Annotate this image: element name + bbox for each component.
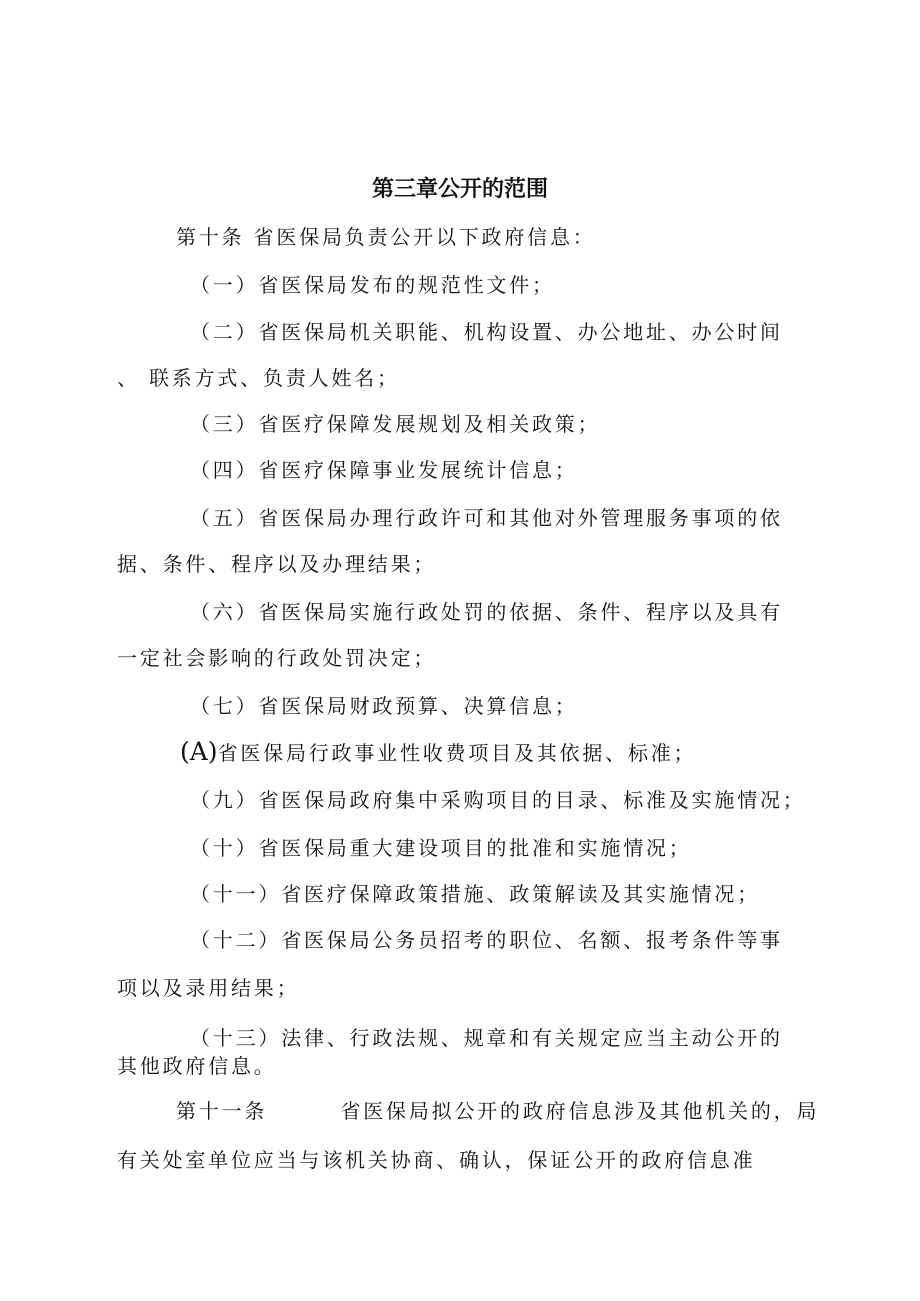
- list-item-continuation: 项以及录用结果；: [117, 976, 300, 1000]
- list-item-continuation: 、 联系方式、负责人姓名；: [117, 366, 400, 390]
- list-item: （一）省医保局发布的规范性文件；: [190, 273, 555, 297]
- list-item: （四）省医疗保障事业发展统计信息；: [190, 458, 578, 482]
- article-11-continuation: 有关处室单位应当与该机关协商、确认，保证公开的政府信息准: [117, 1148, 756, 1172]
- list-item: （十）省医保局重大建设项目的批准和实施情况；: [190, 836, 692, 860]
- article-11-text: 第十一条 省医保局拟公开的政府信息涉及其他机关的，局: [176, 1099, 820, 1123]
- article-10-heading: 第十条 省医保局负责公开以下政府信息：: [176, 225, 596, 249]
- list-item: （七）省医保局财政预算、决算信息；: [190, 694, 578, 718]
- list-item: （十三）法律、行政法规、规章和有关规定应当主动公开的: [190, 1026, 783, 1050]
- item-marker: (A): [180, 737, 218, 766]
- list-item: （十二）省医保局公务员招考的职位、名额、报考条件等事: [190, 928, 783, 952]
- list-item: （二）省医保局机关职能、机构设置、办公地址、办公时间: [190, 320, 783, 344]
- list-item-continuation: 一定社会影响的行政处罚决定；: [117, 646, 437, 670]
- list-item: （六）省医保局实施行政处罚的依据、条件、程序以及具有: [190, 600, 783, 624]
- list-item-continuation: 其他政府信息。: [117, 1054, 277, 1078]
- chapter-title: 第三章公开的范围: [371, 177, 548, 202]
- list-item: （九）省医保局政府集中采购项目的目录、标准及实施情况；: [190, 788, 806, 812]
- list-item: [180, 739, 696, 766]
- list-item: （三）省医疗保障发展规划及相关政策；: [190, 412, 601, 436]
- list-item-continuation: 据、条件、程序以及办理结果；: [117, 552, 437, 576]
- list-item: （十一）省医疗保障政策措施、政策解读及其实施情况；: [190, 882, 760, 906]
- list-item: （五）省医保局办理行政许可和其他对外管理服务事项的依: [190, 506, 783, 530]
- list-item-text: 省医保局行政事业性收费项目及其依据、标准；: [217, 741, 697, 765]
